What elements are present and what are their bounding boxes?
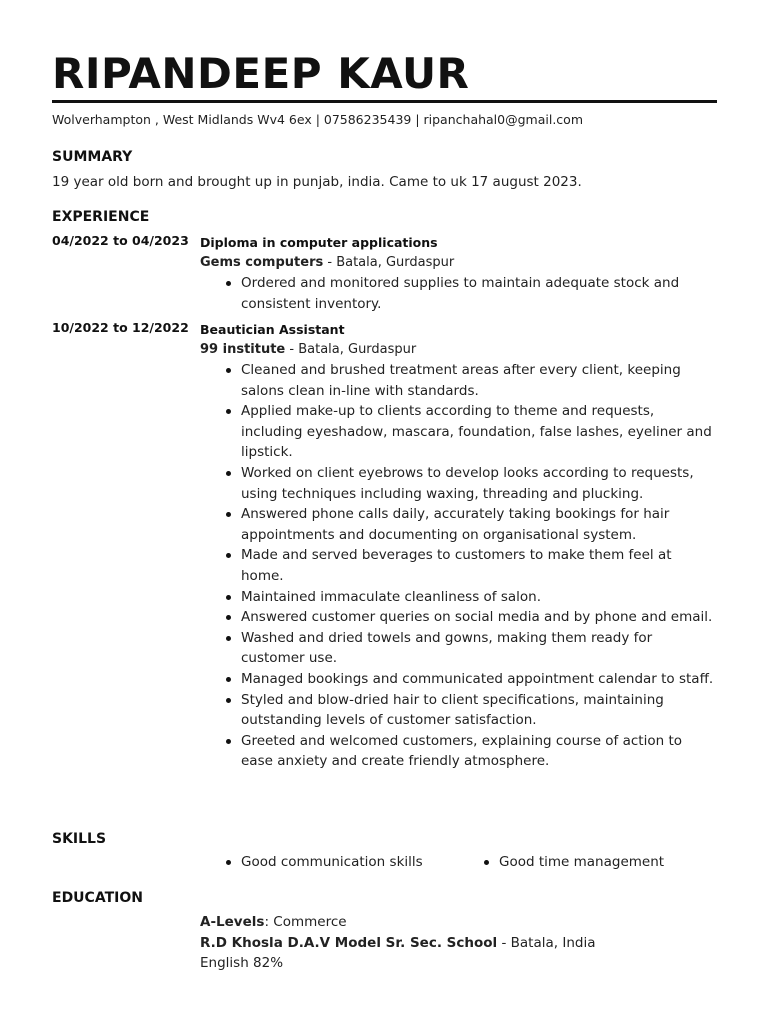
skills-list: [200, 852, 717, 874]
employer-location: - Batala, Gurdaspur: [323, 255, 455, 270]
summary-heading: SUMMARY: [52, 149, 133, 165]
job-bullet-list: [200, 360, 717, 772]
job-bullet: Styled and blow-dried hair to client specifications, maintaining outstanding levels of customer satisfaction.: [200, 690, 717, 731]
job-bullet: Maintained immaculate cleanliness of salon.: [200, 587, 717, 608]
employer-location: - Batala, Gurdaspur: [285, 342, 417, 357]
job-bullet: Managed bookings and communicated appointment calendar to staff.: [200, 669, 717, 690]
education-entry: [200, 912, 717, 974]
education-level: [200, 912, 717, 933]
job-employer-line: [200, 340, 717, 360]
school-location: - Batala, India: [497, 934, 596, 951]
job-employer-line: [200, 253, 717, 273]
job-bullet: Applied make-up to clients according to theme and requests, including eyeshadow, mascara, foundation, false lashes, eyeliner and lipstick.: [200, 401, 717, 463]
skills-heading: SKILLS: [52, 831, 107, 847]
job-title: Diploma in computer applications: [200, 235, 438, 250]
candidate-name: RIPANDEEP KAUR: [52, 49, 470, 98]
education-school: [200, 933, 717, 954]
job-body: [200, 320, 717, 772]
job-title: Beautician Assistant: [200, 322, 345, 337]
job-bullet: Made and served beverages to customers to make them feel at home.: [200, 545, 717, 586]
employer-name: Gems computers: [200, 255, 324, 270]
job-bullet: Greeted and welcomed customers, explaining course of action to ease anxiety and create friendly atmosphere.: [200, 731, 717, 772]
education-level-value: : Commerce: [264, 914, 347, 930]
job-bullet: Cleaned and brushed treatment areas after every client, keeping salons clean in-line with standards.: [200, 360, 717, 401]
school-name: R.D Khosla D.A.V Model Sr. Sec. School: [200, 934, 498, 951]
employer-name: 99 institute: [200, 342, 286, 357]
summary-text: 19 year old born and brought up in punjab, india. Came to uk 17 august 2023.: [52, 174, 582, 190]
job-bullet: Ordered and monitored supplies to maintain adequate stock and consistent inventory.: [200, 273, 717, 314]
job-bullet-list: [200, 273, 717, 314]
job-bullet: Worked on client eyebrows to develop looks according to requests, using techniques including waxing, threading and plucking.: [200, 463, 717, 504]
contact-line: Wolverhampton , West Midlands Wv4 6ex | 07586235439 | ripanchahal0@gmail.com: [52, 112, 583, 127]
job-dates: 10/2022 to 12/2022: [52, 320, 189, 335]
header-rule: [52, 100, 717, 103]
job-body: [200, 233, 717, 314]
job-bullet: Answered customer queries on social media and by phone and email.: [200, 607, 717, 628]
education-heading: EDUCATION: [52, 890, 143, 906]
experience-heading: EXPERIENCE: [52, 209, 150, 225]
skill-item: Good communication skills: [200, 852, 423, 872]
skill-item: Good time management: [458, 852, 664, 872]
job-bullet: Washed and dried towels and gowns, making them ready for customer use.: [200, 628, 717, 669]
education-level-label: A-Levels: [200, 914, 265, 930]
education-grade: English 82%: [200, 955, 284, 971]
job-dates: 04/2022 to 04/2023: [52, 233, 189, 248]
job-bullet: Answered phone calls daily, accurately taking bookings for hair appointments and documenting on organisational system.: [200, 504, 717, 545]
